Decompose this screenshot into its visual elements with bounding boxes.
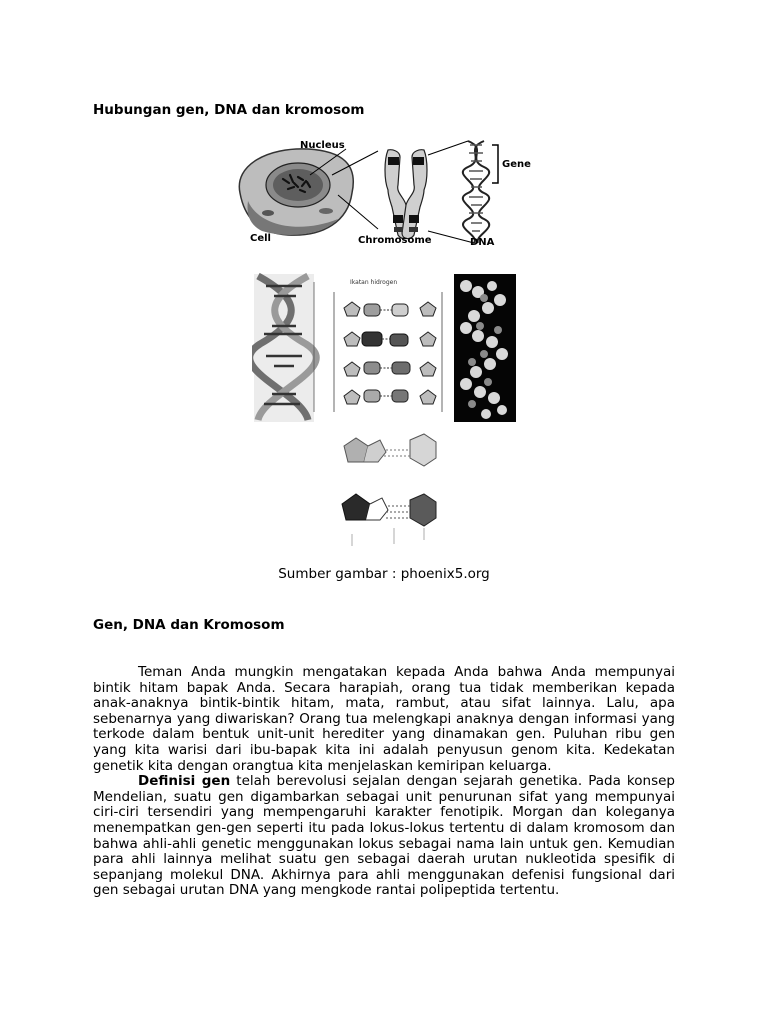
gene-label: Gene: [502, 159, 531, 170]
dna-label: DNA: [470, 237, 495, 248]
definisi-gen-bold: Definisi gen: [138, 773, 231, 790]
section-heading-gen-dna-kromosom-2: Gen, DNA dan Kromosom: [93, 617, 285, 633]
dna-structure-figure: [252, 272, 518, 424]
chromosome-label: Chromosome: [358, 235, 432, 246]
figure-caption: Sumber gambar : phoenix5.org: [278, 566, 490, 582]
space-filling-dna-model: [454, 274, 516, 422]
cell-label: Cell: [250, 233, 271, 244]
article-body: [93, 665, 675, 899]
paragraph-2-text: telah berevolusi sejalan dengan sejarah genetika. Pada konsep Mendelian, suatu gen digambarkan sebagai unit penurunan sifat yang mempunyai ciri-ciri tersendiri yang mempengaruhi karakter fenotipik. Morgan dan koleganya menempatkan gen-gen seperti itu pada lokus-lokus tertentu di dalam kromosom dan bahwa ahli-ahli genetic menggunakan lokus sebagai nama lain untuk gen. Kemudian para ahli lainnya melihat suatu gen sebagai daerah urutan nukleotida spesifik di sepanjang molekul DNA. Akhirnya para ahli menggunakan defenisi fungsional dari gen sebagai urutan DNA yang mengkode rantai polipeptida tertentu.: [93, 773, 675, 899]
hydrogen-bond-panel-title: Ikatan hidrogen: [350, 279, 398, 286]
cell-chromosome-dna-diagram: [228, 135, 540, 250]
base-pair-structures: [334, 424, 444, 554]
cell-illustration: [239, 149, 353, 235]
paragraph-1: Teman Anda mungkin mengatakan kepada Anda bahwa Anda mempunyai bintik hitam bapak Anda. Secara harapiah, orang tua tidak memberikan kepada anak-anaknya bintik-bintik hitam, mata, rambut, atau sifat lainnya. Lalu, apa sebenarnya yang diwariskan? Orang tua melengkapi anaknya dengan informasi yang terkode dalam bentuk unit-unit herediter yang dinamakan gen. Puluhan ribu gen yang kita warisi dari ibu-bapak kita ini adalah penyusun genom kita. Kedekatan genetik kita dengan orangtua kita menjelaskan kemiripan keluarga.: [93, 664, 675, 774]
double-helix-illustration: [252, 274, 316, 422]
section-heading-gen-dna-kromosom: Hubungan gen, DNA dan kromosom: [93, 102, 365, 118]
paragraph-2: [93, 774, 675, 899]
nucleus-label: Nucleus: [300, 140, 345, 151]
